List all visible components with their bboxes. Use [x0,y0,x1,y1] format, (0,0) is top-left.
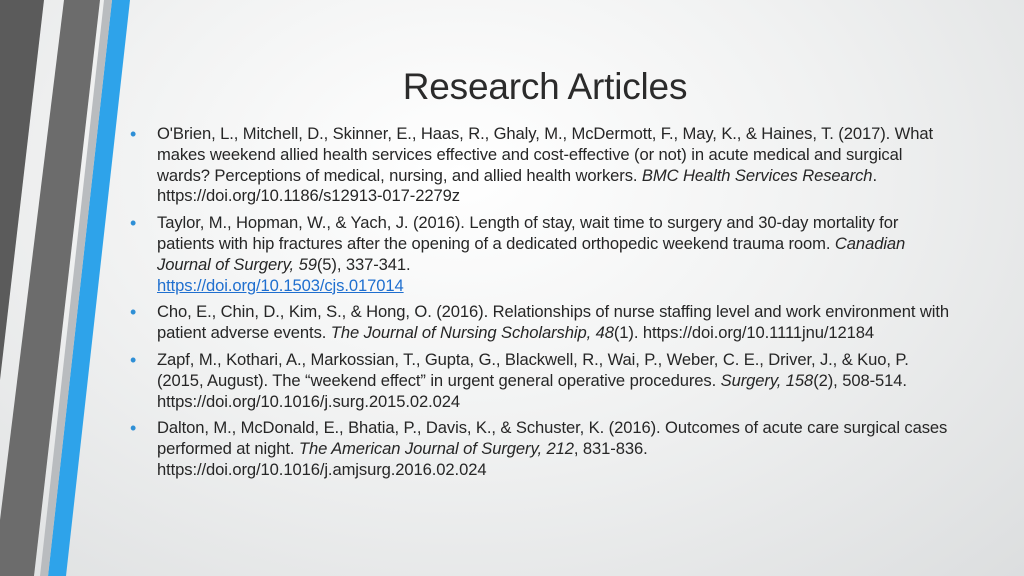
reference-item [130,302,957,344]
bullet-icon: • [130,302,137,323]
reference-authors: Cho, E., Chin, D., Kim, S., & Hong, O. (2016). Relationships of nurse staffing level and work environment with patient adverse events. [157,302,950,343]
reference-item [130,349,957,412]
bullet-icon: • [130,213,137,234]
reference-details: , 831-836. https://doi.org/10.1016/j.amjsurg.2016.02.024 [157,439,648,479]
reference-item [130,418,957,480]
reference-journal: Canadian Journal of Surgery, 59 [157,233,906,274]
reference-journal: The Journal of Nursing Scholarship, 48 [330,323,614,343]
reference-authors: O'Brien, L., Mitchell, D., Skinner, E., Haas, R., Ghaly, M., McDermott, F., May, K., & Haines, T. (2017). What makes weekend allied health services effective and cost-effective (or not) in acute medical and surgical wards? Perceptions of medical, nursing, and allied health workers. [157,124,934,185]
bullet-icon: • [130,418,137,439]
slide-title: Research Articles [402,66,688,107]
reference-details: (1). https://doi.org/10.1111jnu/12184 [613,323,874,343]
reference-journal: The American Journal of Surgery, 212 [298,439,574,459]
reference-authors: Taylor, M., Hopman, W., & Yach, J. (2016). Length of stay, wait time to surgery and 30-day mortality for patients with hip fractures after the opening of a dedicated orthopedic weekend trauma room. [157,213,899,253]
reference-item [130,124,957,207]
decorative-side-bands [0,0,140,576]
reference-journal: Surgery, 158 [720,370,814,390]
reference-details: . https://doi.org/10.1186/s12913-017-2279z [157,165,877,206]
bullet-icon: • [130,124,137,144]
reference-list [130,124,957,487]
reference-details: (2), 508-514. https://doi.org/10.1016/j.surg.2015.02.024 [157,370,907,411]
doi-link[interactable]: https://doi.org/10.1503/cjs.017014 [157,275,404,295]
reference-authors: Dalton, M., McDonald, E., Bhatia, P., Davis, K., & Schuster, K. (2016). Outcomes of acute care surgical cases performed at night. [157,418,948,459]
reference-journal: BMC Health Services Research [641,165,873,185]
reference-item [130,213,957,296]
bullet-icon: • [130,349,137,370]
reference-authors: Zapf, M., Kothari, A., Markossian, T., Gupta, G., Blackwell, R., Wai, P., Weber, C. E., Driver, J., & Kuo, P. (2015, August). The “weekend effect” in urgent general operative procedures. [157,349,909,390]
reference-details: (5), 337-341. [316,254,411,274]
